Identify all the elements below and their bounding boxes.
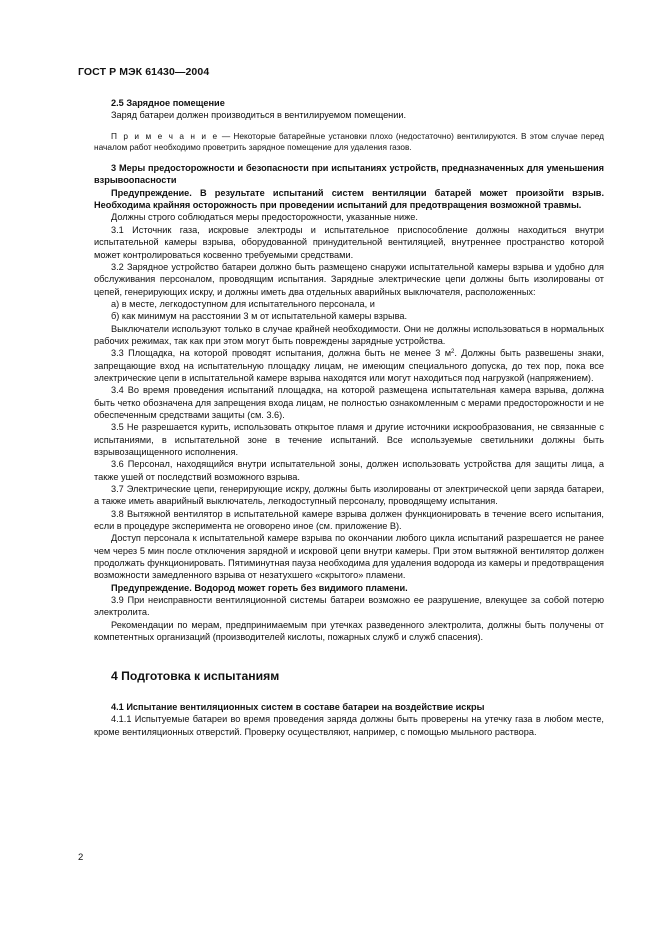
note [94, 131, 604, 153]
paragraph-3-1: 3.1 Источник газа, искровые электроды и испытательное приспособление должны находиться внутри испытательной камеры взрыва, оборудованной принудительной вентиляцией, внутреннее пространство которой может контролироваться косвенно требуемыми средствами. [94, 224, 604, 260]
paragraph-4-1-1: 4.1.1 Испытуемые батареи во время проведения заряда должны быть проверены на утечку газа в любом месте, кроме вентиляционных отверстий. Проверку осуществляют, например, с помощью мыльного раствора. [94, 714, 604, 737]
page-content [94, 97, 604, 738]
access-paragraph: Доступ персонала к испытательной камере взрыва по окончании любого цикла испытаний разрешается не ранее чем через 5 мин после отключения зарядной и искровой цепи внутри камеры. При этом вытяжной вентилятор должен продолжать функционировать. Пятиминутная пауза необходима для удаления водорода из камеры и предотвращения возможности замедленного взрыва от незатухшего «скрытого» пламени. [94, 533, 604, 581]
paragraph-3-5: 3.5 Не разрешается курить, использовать открытое пламя и другие источники искрообразования, не связанные с испытаниями, в испытательной зоне в течение испытаний. Все используемые светильники должны быть взрывозащищенного исполнения. [94, 422, 604, 457]
superscript-2: 2 [451, 349, 455, 356]
paragraph-3-7: 3.7 Электрические цепи, генерирующие искру, должны быть изолированы от электрической цепи заряда батареи, а также иметь аварийный выключатель, легкодоступный персоналу, проводящему испытания. [94, 484, 604, 507]
switches-paragraph: Выключатели используют только в случае крайней необходимости. Они не должны использоваться в нормальных рабочих режимах, так как при этом могут быть повреждены зарядные устройства. [94, 323, 604, 346]
paragraph-3-3-part-a: 3.3 Площадка, на которой проводят испытания, должна быть не менее 3 м [111, 348, 452, 359]
warning-hydrogen: Предупреждение. Водород может гореть без видимого пламени. [111, 582, 408, 593]
page-header: ГОСТ Р МЭК 61430—2004 [78, 66, 210, 78]
paragraph-3-6: 3.6 Персонал, находящийся внутри испытательной зоны, должен использовать устройства для защиты лица, а также ушей от последствий возможного взрыва. [94, 459, 604, 482]
note-label: П р и м е ч а н и е [111, 130, 219, 141]
section-4-1-heading: 4.1 Испытание вентиляционных систем в составе батареи на воздействие искры [111, 701, 485, 712]
section-3-warning: Предупреждение. В результате испытаний систем вентиляции батарей может произойти взрыв. Необходима крайняя осторожность при проведении испытаний для предотвращения возможной травмы. [94, 187, 604, 211]
paragraph-3-2: 3.2 Зарядное устройство батареи должно быть размещено снаружи испытательной камеры взрыва и удобно для обслуживания персоналом, проводящим испытания. Зарядные электрические цепи должны быть изолированы от цепей, генерирующих искру, и должны иметь два отдельных аварийных выключателя, расположенных: [94, 261, 604, 297]
section-4-heading: 4 Подготовка к испытаниям [111, 668, 280, 683]
paragraph-3-8: 3.8 Вытяжной вентилятор в испытательной камере взрыва должен функционировать в течение всего испытания, если в процедуре эксперимента не оговорено иное (см. приложение В). [94, 508, 604, 532]
section-2-5-heading: 2.5 Зарядное помещение [111, 98, 225, 108]
page-number: 2 [78, 852, 84, 863]
paragraph-3-3-part-b: . Должны быть развешены знаки, запрещающие вход на испытательную площадку лицам, не имеющим специального допуска, до тех пор, пока все электрические цепи в испытательной камере взрыва находятся или могут находиться под нагрузкой (напряжением). [94, 348, 604, 383]
paragraph-3-4: 3.4 Во время проведения испытаний площадка, на которой размещена испытательная камера взрыва, должна быть четко обозначена для запрещения входа лицам, не полностью ознакомленным с мерами предосторожности и не обеспеченным средствами защиты (см. 3.6). [94, 385, 604, 420]
note-text: — Некоторые батарейные установки плохо (недостаточно) вентилируются. В этом случае перед началом работ необходимо проветрить зарядное помещение для удаления газов. [94, 130, 605, 152]
recommendations-paragraph: Рекомендации по мерам, предпринимаемым при утечках разведенного электролита, должны быть получены от компетентных организаций (производителей кислоты, пожарных служб и служб спасения). [94, 619, 604, 643]
paragraph-3-9: 3.9 При неисправности вентиляционной системы батареи возможно ее разрушение, влекущее за собой потерю электролита. [94, 595, 604, 618]
paragraph-3-3 [94, 347, 604, 384]
list-item-a: а) в месте, легкодоступном для испытательного персонала, и [111, 298, 375, 309]
section-3-heading: 3 Меры предосторожности и безопасности при испытаниях устройств, предназначенных для уменьшения взрывоопасности [94, 163, 604, 186]
list-item-b: б) как минимум на расстоянии 3 м от испытательной камеры взрыва. [111, 311, 408, 322]
section-2-5-text: Заряд батареи должен производиться в вентилируемом помещении. [111, 110, 407, 121]
section-3-intro: Должны строго соблюдаться меры предосторожности, указанные ниже. [111, 212, 418, 223]
